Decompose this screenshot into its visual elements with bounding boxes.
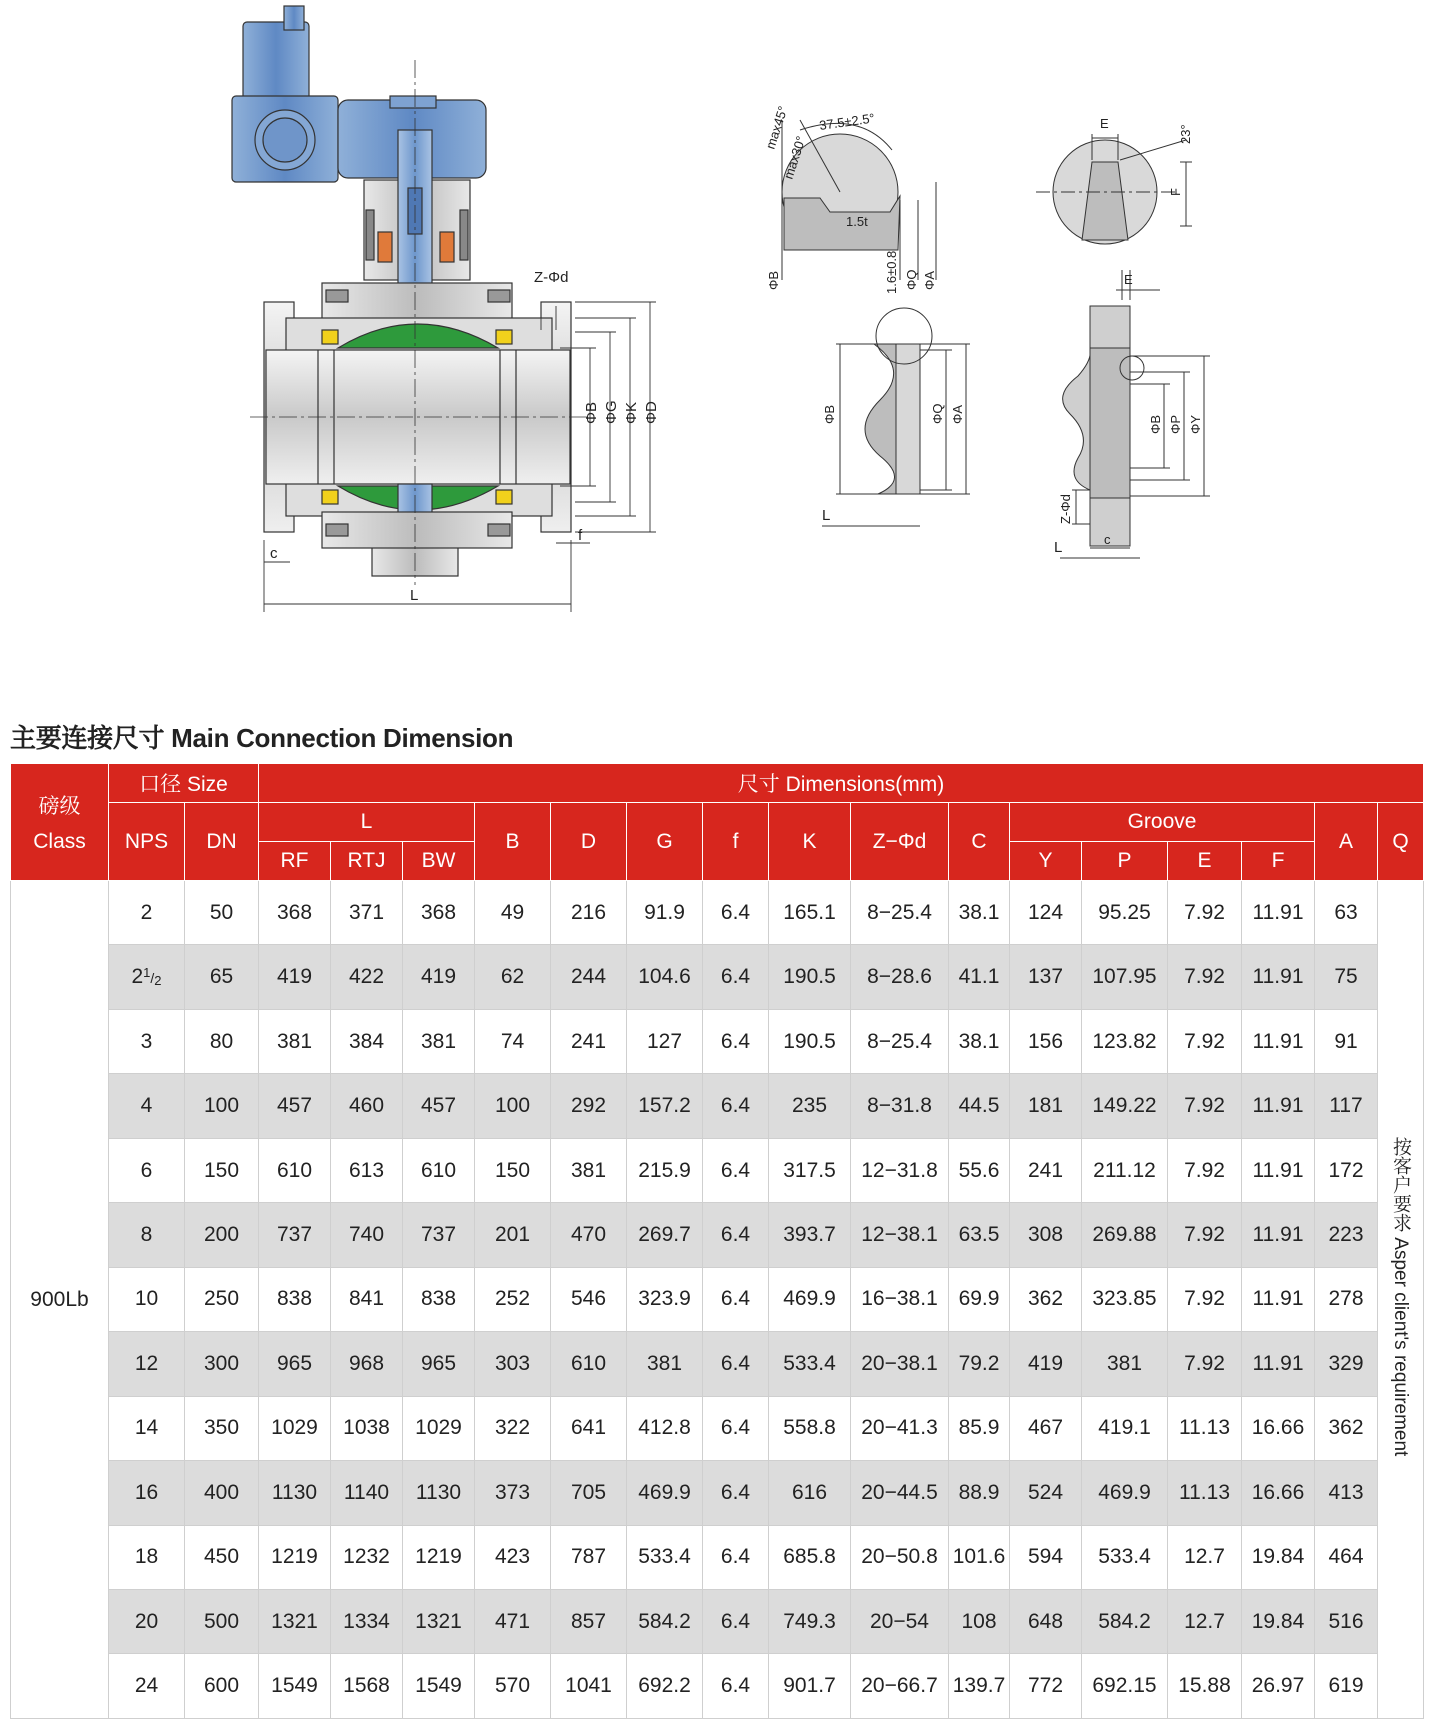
flange-detail [1060, 270, 1210, 558]
cell-c: 63.5 [949, 1203, 1010, 1267]
cell-a: 413 [1315, 1461, 1378, 1525]
header-rtj: RTJ [331, 842, 403, 881]
cell-f: 6.4 [703, 1074, 769, 1138]
cell-k: 558.8 [769, 1396, 851, 1460]
cell-nps: 24 [109, 1654, 185, 1719]
table-row [11, 1074, 1424, 1138]
table-row [11, 1589, 1424, 1653]
cell-rf: 1549 [259, 1654, 331, 1719]
cell-a: 329 [1315, 1332, 1378, 1396]
table-row [11, 1396, 1424, 1460]
flange-c: c [1104, 532, 1111, 547]
cell-e: 7.92 [1168, 1138, 1242, 1202]
cell-rtj: 422 [331, 945, 403, 1009]
cell-bw: 1549 [403, 1654, 475, 1719]
flange-p: ΦP [1168, 414, 1183, 434]
cell-rtj: 1140 [331, 1461, 403, 1525]
cell-p: 584.2 [1082, 1589, 1168, 1653]
class-cell: 900Lb [11, 881, 109, 1719]
cell-dn: 150 [185, 1138, 259, 1202]
cell-c: 44.5 [949, 1074, 1010, 1138]
cell-rtj: 740 [331, 1203, 403, 1267]
cell-rf: 1321 [259, 1589, 331, 1653]
cell-b: 303 [475, 1332, 551, 1396]
cell-nps: 4 [109, 1074, 185, 1138]
header-p: P [1082, 842, 1168, 881]
cell-e: 7.92 [1168, 1267, 1242, 1331]
cell-f: 6.4 [703, 1525, 769, 1589]
cell-rf: 838 [259, 1267, 331, 1331]
label-f: f [578, 527, 583, 544]
cell-dn: 80 [185, 1009, 259, 1073]
cell-fg: 11.91 [1242, 1203, 1315, 1267]
cell-zd: 20−44.5 [851, 1461, 949, 1525]
cell-k: 190.5 [769, 945, 851, 1009]
cell-rf: 737 [259, 1203, 331, 1267]
cell-bw: 419 [403, 945, 475, 1009]
cell-g: 323.9 [627, 1267, 703, 1331]
cell-b: 570 [475, 1654, 551, 1719]
label-zd: Z-Φd [534, 269, 569, 286]
cell-b: 471 [475, 1589, 551, 1653]
cell-rf: 1219 [259, 1525, 331, 1589]
cell-f: 6.4 [703, 1009, 769, 1073]
cell-fg: 11.91 [1242, 945, 1315, 1009]
header-class-cn: 磅级 [38, 795, 81, 818]
rtj-q: ΦQ [904, 269, 919, 290]
cell-dn: 450 [185, 1525, 259, 1589]
cell-c: 101.6 [949, 1525, 1010, 1589]
cell-dn: 200 [185, 1203, 259, 1267]
cell-g: 157.2 [627, 1074, 703, 1138]
q-note: 按客户要求 Asper client's requirement [1390, 1136, 1411, 1457]
cell-a: 63 [1315, 881, 1378, 945]
cell-a: 223 [1315, 1203, 1378, 1267]
cell-nps: 3 [109, 1009, 185, 1073]
cell-a: 464 [1315, 1525, 1378, 1589]
header-k: K [769, 803, 851, 881]
dimension-table [10, 763, 1424, 1719]
cell-e: 7.92 [1168, 945, 1242, 1009]
cell-rf: 368 [259, 881, 331, 945]
cell-a: 516 [1315, 1589, 1378, 1653]
cell-k: 533.4 [769, 1332, 851, 1396]
cell-y: 137 [1010, 945, 1082, 1009]
cell-k: 393.7 [769, 1203, 851, 1267]
cell-g: 692.2 [627, 1654, 703, 1719]
cell-bw: 1029 [403, 1396, 475, 1460]
cell-e: 7.92 [1168, 1203, 1242, 1267]
cell-dn: 400 [185, 1461, 259, 1525]
cell-e: 11.13 [1168, 1396, 1242, 1460]
cell-d: 641 [551, 1396, 627, 1460]
cell-dn: 600 [185, 1654, 259, 1719]
cell-dn: 65 [185, 945, 259, 1009]
cell-fg: 16.66 [1242, 1396, 1315, 1460]
rtj-b: ΦB [766, 270, 781, 290]
cell-c: 79.2 [949, 1332, 1010, 1396]
cell-rf: 610 [259, 1138, 331, 1202]
cell-zd: 8−25.4 [851, 881, 949, 945]
cell-rf: 457 [259, 1074, 331, 1138]
header-class [11, 764, 109, 881]
cell-c: 69.9 [949, 1267, 1010, 1331]
cell-zd: 12−31.8 [851, 1138, 949, 1202]
cell-rtj: 371 [331, 881, 403, 945]
header-dimensions: 尺寸 Dimensions(mm) [259, 764, 1424, 803]
header-zd: Z−Φd [851, 803, 949, 881]
cell-rf: 381 [259, 1009, 331, 1073]
table-row [11, 1332, 1424, 1396]
cell-g: 381 [627, 1332, 703, 1396]
label-k: ΦK [623, 402, 640, 424]
table-row [11, 1138, 1424, 1202]
cell-p: 469.9 [1082, 1461, 1168, 1525]
rtj-t: 1.5t [846, 214, 868, 229]
cell-f: 6.4 [703, 1267, 769, 1331]
cell-bw: 1130 [403, 1461, 475, 1525]
cell-d: 1041 [551, 1654, 627, 1719]
cell-e: 15.88 [1168, 1654, 1242, 1719]
cell-d: 216 [551, 881, 627, 945]
cell-p: 149.22 [1082, 1074, 1168, 1138]
cell-y: 419 [1010, 1332, 1082, 1396]
cell-f: 6.4 [703, 1461, 769, 1525]
cell-nps: 2 [109, 881, 185, 945]
cell-f: 6.4 [703, 1589, 769, 1653]
bw-a: ΦA [950, 404, 965, 424]
cell-zd: 20−38.1 [851, 1332, 949, 1396]
cell-fg: 11.91 [1242, 1267, 1315, 1331]
cell-dn: 350 [185, 1396, 259, 1460]
flange-zd: Z-Φd [1058, 494, 1073, 524]
bw-q: ΦQ [930, 403, 945, 424]
cell-zd: 12−38.1 [851, 1203, 949, 1267]
header-d: D [551, 803, 627, 881]
cell-k: 749.3 [769, 1589, 851, 1653]
header-c: C [949, 803, 1010, 881]
cell-dn: 500 [185, 1589, 259, 1653]
cell-b: 100 [475, 1074, 551, 1138]
cell-rf: 1029 [259, 1396, 331, 1460]
cell-rf: 419 [259, 945, 331, 1009]
header-g: G [627, 803, 703, 881]
cell-bw: 1321 [403, 1589, 475, 1653]
cell-p: 381 [1082, 1332, 1168, 1396]
section-title: 主要连接尺寸 Main Connection Dimension [10, 723, 514, 753]
table-row [11, 1009, 1424, 1073]
cell-a: 278 [1315, 1267, 1378, 1331]
cell-zd: 8−31.8 [851, 1074, 949, 1138]
cell-rtj: 1232 [331, 1525, 403, 1589]
cell-c: 108 [949, 1589, 1010, 1653]
bw-b: ΦB [822, 404, 837, 424]
cell-dn: 100 [185, 1074, 259, 1138]
cell-b: 49 [475, 881, 551, 945]
cell-bw: 610 [403, 1138, 475, 1202]
label-d: ΦD [643, 401, 660, 424]
cell-zd: 8−28.6 [851, 945, 949, 1009]
cell-fg: 19.84 [1242, 1525, 1315, 1589]
cell-bw: 381 [403, 1009, 475, 1073]
cell-k: 901.7 [769, 1654, 851, 1719]
cell-a: 91 [1315, 1009, 1378, 1073]
label-c: c [270, 545, 278, 562]
cell-rtj: 841 [331, 1267, 403, 1331]
cell-dn: 250 [185, 1267, 259, 1331]
cell-k: 235 [769, 1074, 851, 1138]
cell-g: 412.8 [627, 1396, 703, 1460]
table-row [11, 1654, 1424, 1719]
cell-c: 41.1 [949, 945, 1010, 1009]
cell-d: 244 [551, 945, 627, 1009]
table-row [11, 881, 1424, 945]
cell-zd: 20−54 [851, 1589, 949, 1653]
cell-nps: 8 [109, 1203, 185, 1267]
header-e: E [1168, 842, 1242, 881]
cell-d: 546 [551, 1267, 627, 1331]
cell-p: 323.85 [1082, 1267, 1168, 1331]
header-class-en: Class [33, 830, 86, 853]
cell-y: 181 [1010, 1074, 1082, 1138]
header-size: 口径 Size [109, 764, 259, 803]
cell-b: 74 [475, 1009, 551, 1073]
cell-fg: 11.91 [1242, 881, 1315, 945]
rtj-tol: 1.6±0.8 [884, 250, 899, 294]
valve-main-view [232, 6, 590, 585]
header-bw: BW [403, 842, 475, 881]
cell-g: 533.4 [627, 1525, 703, 1589]
cell-g: 584.2 [627, 1589, 703, 1653]
cell-nps: 16 [109, 1461, 185, 1525]
cell-e: 7.92 [1168, 881, 1242, 945]
cell-c: 88.9 [949, 1461, 1010, 1525]
cell-y: 124 [1010, 881, 1082, 945]
cell-y: 362 [1010, 1267, 1082, 1331]
cell-fg: 16.66 [1242, 1461, 1315, 1525]
cell-fg: 11.91 [1242, 1138, 1315, 1202]
cell-zd: 20−41.3 [851, 1396, 949, 1460]
cell-bw: 737 [403, 1203, 475, 1267]
cell-p: 211.12 [1082, 1138, 1168, 1202]
bw-l: L [822, 507, 831, 524]
table-row [11, 945, 1424, 1009]
cell-nps: 20 [109, 1589, 185, 1653]
cell-zd: 20−66.7 [851, 1654, 949, 1719]
table-row [11, 1525, 1424, 1589]
cell-p: 123.82 [1082, 1009, 1168, 1073]
cell-nps: $2^1/_2$ [109, 945, 185, 1009]
cell-k: 469.9 [769, 1267, 851, 1331]
cell-p: 533.4 [1082, 1525, 1168, 1589]
cell-g: 104.6 [627, 945, 703, 1009]
header-fg: F [1242, 842, 1315, 881]
cell-c: 139.7 [949, 1654, 1010, 1719]
cell-fg: 19.84 [1242, 1589, 1315, 1653]
bw-detail [822, 308, 970, 526]
cell-f: 6.4 [703, 945, 769, 1009]
cell-g: 469.9 [627, 1461, 703, 1525]
cell-k: 685.8 [769, 1525, 851, 1589]
cell-g: 91.9 [627, 881, 703, 945]
cell-dn: 300 [185, 1332, 259, 1396]
cell-bw: 368 [403, 881, 475, 945]
cell-f: 6.4 [703, 1654, 769, 1719]
cell-g: 127 [627, 1009, 703, 1073]
cell-c: 38.1 [949, 881, 1010, 945]
table-body [11, 881, 1424, 1719]
header-rf: RF [259, 842, 331, 881]
cell-b: 150 [475, 1138, 551, 1202]
cell-zd: 16−38.1 [851, 1267, 949, 1331]
cell-bw: 1219 [403, 1525, 475, 1589]
groove-e: E [1100, 116, 1109, 131]
cell-rtj: 384 [331, 1009, 403, 1073]
cell-rtj: 1568 [331, 1654, 403, 1719]
table-row [11, 1267, 1424, 1331]
cell-nps: 12 [109, 1332, 185, 1396]
cell-g: 269.7 [627, 1203, 703, 1267]
cell-g: 215.9 [627, 1138, 703, 1202]
cell-bw: 965 [403, 1332, 475, 1396]
cell-f: 6.4 [703, 1203, 769, 1267]
cell-a: 172 [1315, 1138, 1378, 1202]
cell-k: 165.1 [769, 881, 851, 945]
header-y: Y [1010, 842, 1082, 881]
cell-nps: 10 [109, 1267, 185, 1331]
header-nps: NPS [109, 803, 185, 881]
cell-y: 156 [1010, 1009, 1082, 1073]
cell-b: 252 [475, 1267, 551, 1331]
rtj-max30: max30° [780, 134, 809, 181]
cell-a: 117 [1315, 1074, 1378, 1138]
header-groove: Groove [1010, 803, 1315, 842]
header-f: f [703, 803, 769, 881]
cell-c: 38.1 [949, 1009, 1010, 1073]
header-l: L [259, 803, 475, 842]
cell-d: 470 [551, 1203, 627, 1267]
cell-b: 201 [475, 1203, 551, 1267]
cell-rf: 1130 [259, 1461, 331, 1525]
cell-y: 648 [1010, 1589, 1082, 1653]
label-l: L [410, 587, 419, 604]
cell-p: 692.15 [1082, 1654, 1168, 1719]
cell-k: 317.5 [769, 1138, 851, 1202]
cell-rtj: 1334 [331, 1589, 403, 1653]
cell-a: 362 [1315, 1396, 1378, 1460]
label-g: ΦG [603, 400, 620, 424]
cell-d: 787 [551, 1525, 627, 1589]
header-a: A [1315, 803, 1378, 881]
cell-b: 62 [475, 945, 551, 1009]
cell-e: 12.7 [1168, 1589, 1242, 1653]
cell-d: 705 [551, 1461, 627, 1525]
header-q: Q [1378, 803, 1424, 881]
cell-p: 95.25 [1082, 881, 1168, 945]
flange-e: E [1124, 272, 1133, 287]
cell-c: 55.6 [949, 1138, 1010, 1202]
cell-p: 107.95 [1082, 945, 1168, 1009]
cell-a: 75 [1315, 945, 1378, 1009]
label-b: ΦB [583, 402, 600, 424]
cell-f: 6.4 [703, 1396, 769, 1460]
cell-rtj: 968 [331, 1332, 403, 1396]
cell-b: 373 [475, 1461, 551, 1525]
cell-rtj: 460 [331, 1074, 403, 1138]
cell-y: 594 [1010, 1525, 1082, 1589]
cell-d: 381 [551, 1138, 627, 1202]
cell-y: 241 [1010, 1138, 1082, 1202]
groove-f: F [1168, 188, 1183, 196]
cell-a: 619 [1315, 1654, 1378, 1719]
cell-nps: 18 [109, 1525, 185, 1589]
cell-e: 11.13 [1168, 1461, 1242, 1525]
cell-k: 190.5 [769, 1009, 851, 1073]
cell-d: 610 [551, 1332, 627, 1396]
rtj-angle: 37.5±2.5° [818, 110, 876, 133]
cell-fg: 11.91 [1242, 1332, 1315, 1396]
cell-e: 12.7 [1168, 1525, 1242, 1589]
cell-bw: 457 [403, 1074, 475, 1138]
cell-p: 419.1 [1082, 1396, 1168, 1460]
cell-k: 616 [769, 1461, 851, 1525]
cell-e: 7.92 [1168, 1009, 1242, 1073]
cell-zd: 8−25.4 [851, 1009, 949, 1073]
cell-e: 7.92 [1168, 1332, 1242, 1396]
cell-f: 6.4 [703, 1332, 769, 1396]
cell-e: 7.92 [1168, 1074, 1242, 1138]
cell-c: 85.9 [949, 1396, 1010, 1460]
header-b: B [475, 803, 551, 881]
cell-d: 241 [551, 1009, 627, 1073]
header-dn: DN [185, 803, 259, 881]
cell-y: 524 [1010, 1461, 1082, 1525]
cell-f: 6.4 [703, 1138, 769, 1202]
rtj-max45: max45° [762, 104, 791, 151]
cell-bw: 838 [403, 1267, 475, 1331]
cell-b: 322 [475, 1396, 551, 1460]
cell-dn: 50 [185, 881, 259, 945]
flange-b: ΦB [1148, 414, 1163, 434]
cell-rf: 965 [259, 1332, 331, 1396]
cell-zd: 20−50.8 [851, 1525, 949, 1589]
cell-fg: 26.97 [1242, 1654, 1315, 1719]
rtj-a: ΦA [922, 270, 937, 290]
cell-d: 292 [551, 1074, 627, 1138]
cell-rtj: 613 [331, 1138, 403, 1202]
cell-fg: 11.91 [1242, 1074, 1315, 1138]
cell-f: 6.4 [703, 881, 769, 945]
table-row [11, 1461, 1424, 1525]
flange-l: L [1054, 539, 1063, 556]
table-row [11, 1203, 1424, 1267]
q-note-cell [1378, 881, 1424, 1719]
cell-nps: 6 [109, 1138, 185, 1202]
cell-fg: 11.91 [1242, 1009, 1315, 1073]
groove-angle: 23° [1178, 124, 1193, 144]
cell-d: 857 [551, 1589, 627, 1653]
cell-rtj: 1038 [331, 1396, 403, 1460]
cell-nps: 14 [109, 1396, 185, 1460]
cell-y: 308 [1010, 1203, 1082, 1267]
cell-y: 467 [1010, 1396, 1082, 1460]
valve-drawing [0, 0, 1432, 660]
flange-y: ΦY [1188, 414, 1203, 434]
cell-p: 269.88 [1082, 1203, 1168, 1267]
cell-y: 772 [1010, 1654, 1082, 1719]
cell-b: 423 [475, 1525, 551, 1589]
